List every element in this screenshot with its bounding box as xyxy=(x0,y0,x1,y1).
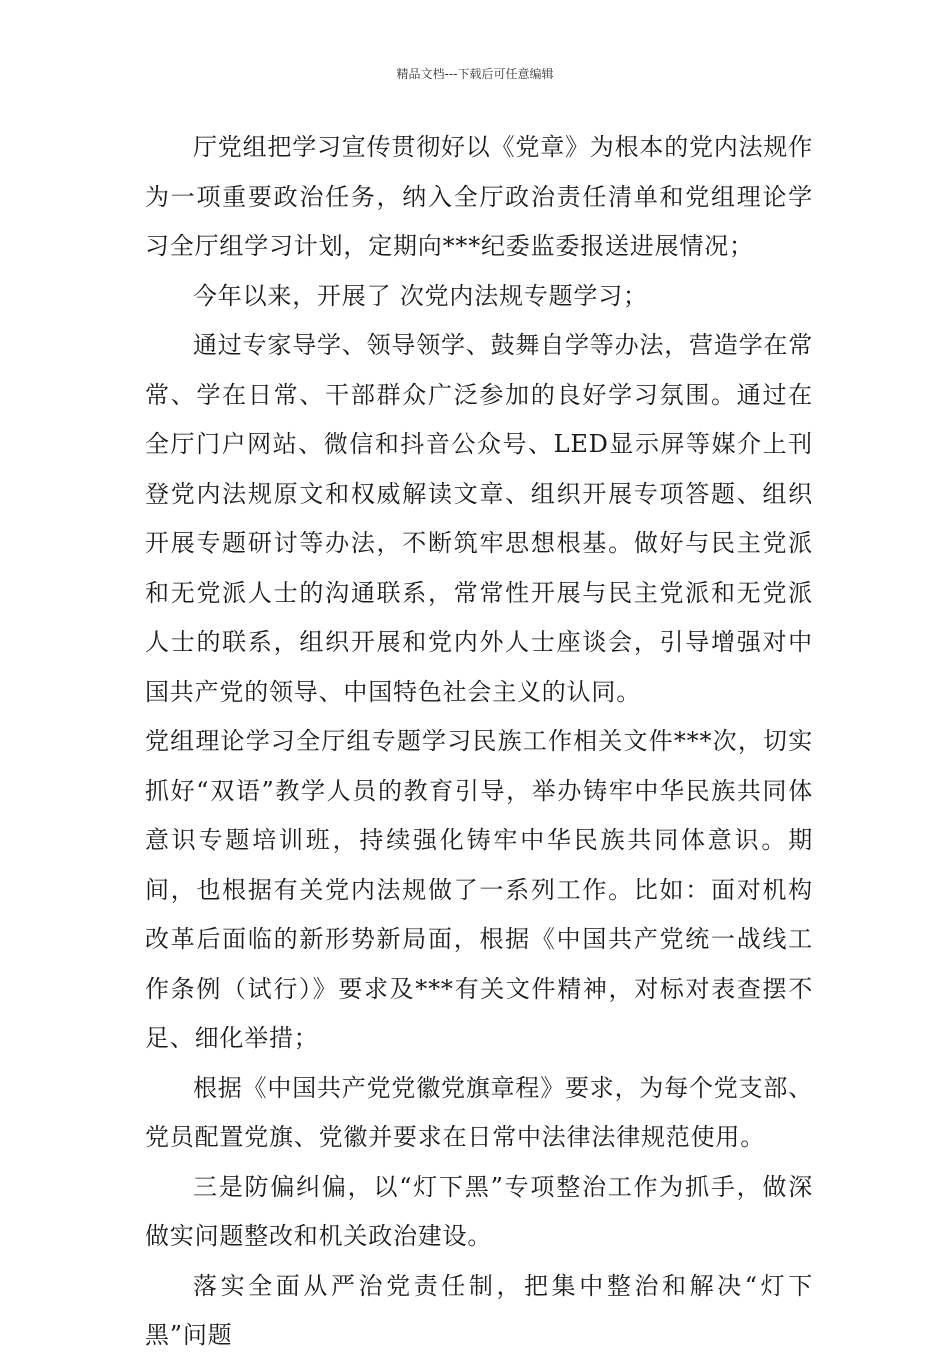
paragraph: 党组理论学习全厅组专题学习民族工作相关文件***次，切实抓好“双语”教学人员的教育引导，举办铸牢中华民族共同体意识专题培训班，持续强化铸牢中华民族共同体意识。期间，也根据有关党内法规做了一系列工作。比如：面对机构改革后面临的新形势新局面，根据《中国共产党统一战线工作条例（试行）》要求及***有关文件精神，对标对表查摆不足、细化举措； xyxy=(145,727,813,1052)
document-body xyxy=(145,123,813,1361)
paragraph: 厅党组把学习宣传贯彻好以《党章》为根本的党内法规作为一项重要政治任务，纳入全厅政治责任清单和党组理论学习全厅组学习计划，定期向***纪委监委报送进展情况； xyxy=(145,133,813,260)
paragraph: 今年以来，开展了 次党内法规专题学习； xyxy=(193,281,648,310)
page-header: 精品文档---下载后可任意编辑 xyxy=(396,67,554,81)
paragraph: 根据《中国共产党党徽党旗章程》要求，为每个党支部、党员配置党旗、党徽并要求在日常中法律法律规范使用。 xyxy=(145,1073,813,1151)
paragraph: 三是防偏纠偏，以“灯下黑”专项整治工作为抓手，做深做实问题整改和机关政治建设。 xyxy=(145,1172,813,1250)
paragraph: 落实全面从严治党责任制，把集中整治和解决“灯下黑”问题 xyxy=(145,1271,813,1349)
paragraph: 通过专家导学、领导领学、鼓舞自学等办法，营造学在常常、学在日常、干部群众广泛参加的良好学习氛围。通过在全厅门户网站、微信和抖音公众号、LED显示屏等媒介上刊登党内法规原文和权威解读文章、组织开展专项答题、组织开展专题研讨等办法，不断筑牢思想根基。做好与民主党派和无党派人士的沟通联系，常常性开展与民主党派和无党派人士的联系，组织开展和党内外人士座谈会，引导增强对中国共产党的领导、中国特色社会主义的认同。 xyxy=(145,331,813,706)
